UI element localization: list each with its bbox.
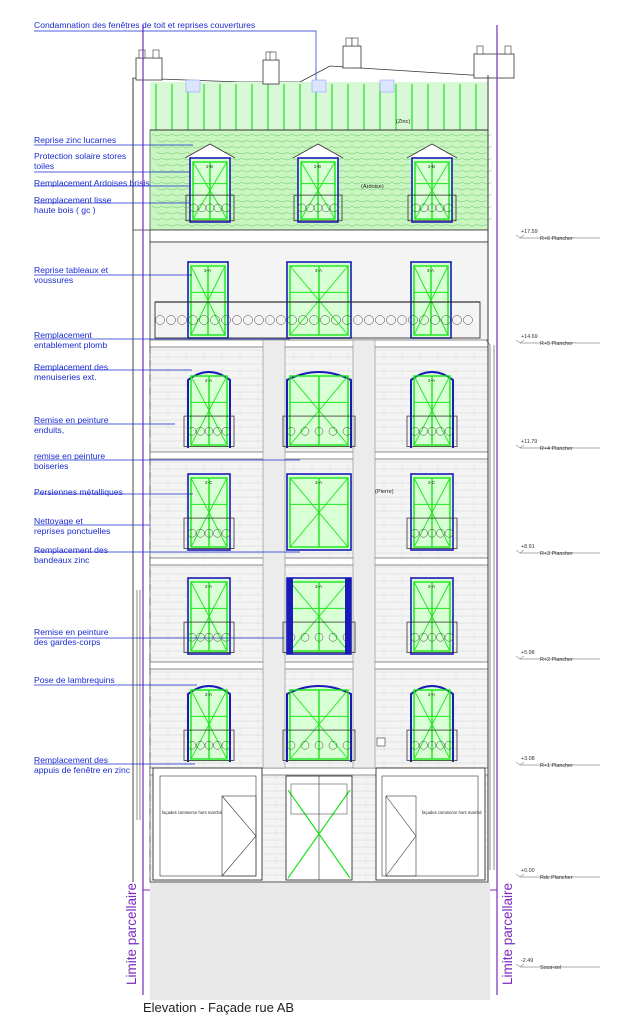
window-tag: 3-A [315, 584, 323, 589]
window-tag: 2-A [205, 692, 213, 697]
note-wood-paint: remise en peinture boiseries [34, 451, 106, 471]
note-joinery: Remplacement des menuiseries ext. [34, 362, 109, 382]
level-rdc-alt: +0.00 [521, 868, 535, 874]
chimney-pot [346, 38, 352, 46]
window-tag: 2-A [428, 378, 436, 383]
level-r2-name: R+2 Plancher [540, 657, 573, 663]
chimney-pot [352, 38, 358, 46]
note-metal-shutters: Persiennes métalliques [34, 487, 123, 497]
roof-window [312, 80, 326, 92]
material-zinc: (Zinc) [396, 119, 411, 125]
chimney [263, 60, 279, 84]
shopfront-right-inner [382, 776, 478, 876]
shutter [287, 578, 293, 654]
window-tag: 2-C [205, 480, 213, 485]
note-sun-blinds: Protection solaire stores toiles [34, 151, 127, 171]
address-plaque [377, 738, 385, 746]
window-tag: 2-A [428, 584, 436, 589]
level-marker [516, 762, 524, 765]
level-r3-name: R+3 Plancher [540, 551, 573, 557]
roof-window [186, 80, 200, 92]
level-r4-name: R+4 Plancher [540, 446, 573, 452]
window-tag: 3-A [427, 268, 435, 273]
level-basement-name: Sous-sol [540, 965, 561, 971]
chimney-pot [153, 50, 159, 58]
limit-label-left: Limite parcellaire [124, 882, 139, 985]
note-dormer-zinc: Reprise zinc lucarnes [34, 135, 117, 145]
roof-window [380, 80, 394, 92]
level-marker [516, 550, 524, 553]
floor-band [150, 452, 488, 459]
note-roof-windows: Condamnation des fenêtres de toit et reprises couvertures [34, 20, 256, 30]
level-r3-alt: +8.91 [521, 544, 535, 550]
limit-label-right: Limite parcellaire [500, 882, 515, 985]
pilaster-left [263, 340, 285, 768]
chimney-pot [139, 50, 145, 58]
note-railings-paint: Remise en peinture des gardes-corps [34, 627, 109, 647]
basement-band [150, 882, 490, 1000]
level-rdc-name: Rdc Plancher [540, 875, 573, 881]
level-basement-alt: -2.49 [521, 958, 534, 964]
chimney-pot [505, 46, 511, 54]
material-pierre: (Pierre) [375, 489, 394, 495]
cornice [150, 230, 488, 242]
note-zinc-bands: Remplacement des bandeaux zinc [34, 545, 109, 565]
level-r5-alt: +14.69 [521, 334, 538, 340]
material-ardoise: (Ardoise) [361, 184, 384, 190]
shopfront-label-left: façades commerce hors marché [162, 810, 222, 815]
level-marker [516, 964, 524, 967]
floor-band [150, 662, 488, 669]
level-r6-name: R+6 Plancher [540, 236, 573, 242]
note-zinc-sills: Remplacement des appuis de fenêtre en zinc [34, 755, 131, 775]
floor-band [150, 558, 488, 565]
level-marker [516, 656, 524, 659]
level-r5-name: R+5 Plancher [540, 341, 573, 347]
window-tag: 2-C [428, 480, 436, 485]
note-lead-entablature: Remplacement entablement plomb [34, 330, 108, 350]
note-slates: Remplacement Ardoises brisis [34, 178, 150, 188]
level-r1-alt: +3.08 [521, 756, 535, 762]
window-tag: 2-A [428, 692, 436, 697]
shopfront-label-right: façades commerce hors marché [422, 810, 482, 815]
drawing-caption: Elevation - Façade rue AB [143, 1000, 295, 1015]
level-marker [516, 874, 524, 877]
level-r6-alt: +17.59 [521, 229, 538, 235]
shopfront-left-inner [160, 776, 256, 876]
window-tag: 3-A [204, 268, 212, 273]
level-marker [516, 445, 524, 448]
note-valances: Pose de lambrequins [34, 675, 115, 685]
level-marker [516, 235, 524, 238]
level-r4-alt: +11.79 [521, 439, 538, 445]
note-reveals: Reprise tableaux et voussures [34, 265, 109, 285]
level-marker [516, 340, 524, 343]
note-render-paint: Remise en peinture enduits, [34, 415, 109, 435]
window-tag: 3-A [315, 480, 323, 485]
chimney [474, 54, 514, 78]
shutter [345, 578, 351, 654]
window-tag: 2-B [428, 164, 436, 169]
chimney-pot [477, 46, 483, 54]
note-wood-rail: Remplacement lisse haute bois ( gc ) [34, 195, 112, 215]
note-cleaning: Nettoyage et reprises ponctuelles [34, 516, 111, 536]
chimney-pot [270, 52, 276, 60]
window-tag: 2-A [205, 584, 213, 589]
chimney [343, 46, 361, 68]
pilaster-right [353, 340, 375, 768]
level-r1-name: R+1 Plancher [540, 763, 573, 769]
drain-pipe-left [137, 590, 140, 820]
chimney [136, 58, 162, 80]
window-tag: 2-B [314, 164, 322, 169]
window-tag: 2-A [205, 378, 213, 383]
floor-band [150, 340, 488, 347]
level-r2-alt: +5.98 [521, 650, 535, 656]
window-tag: 2-B [206, 164, 214, 169]
window-tag: 3-A [315, 268, 323, 273]
